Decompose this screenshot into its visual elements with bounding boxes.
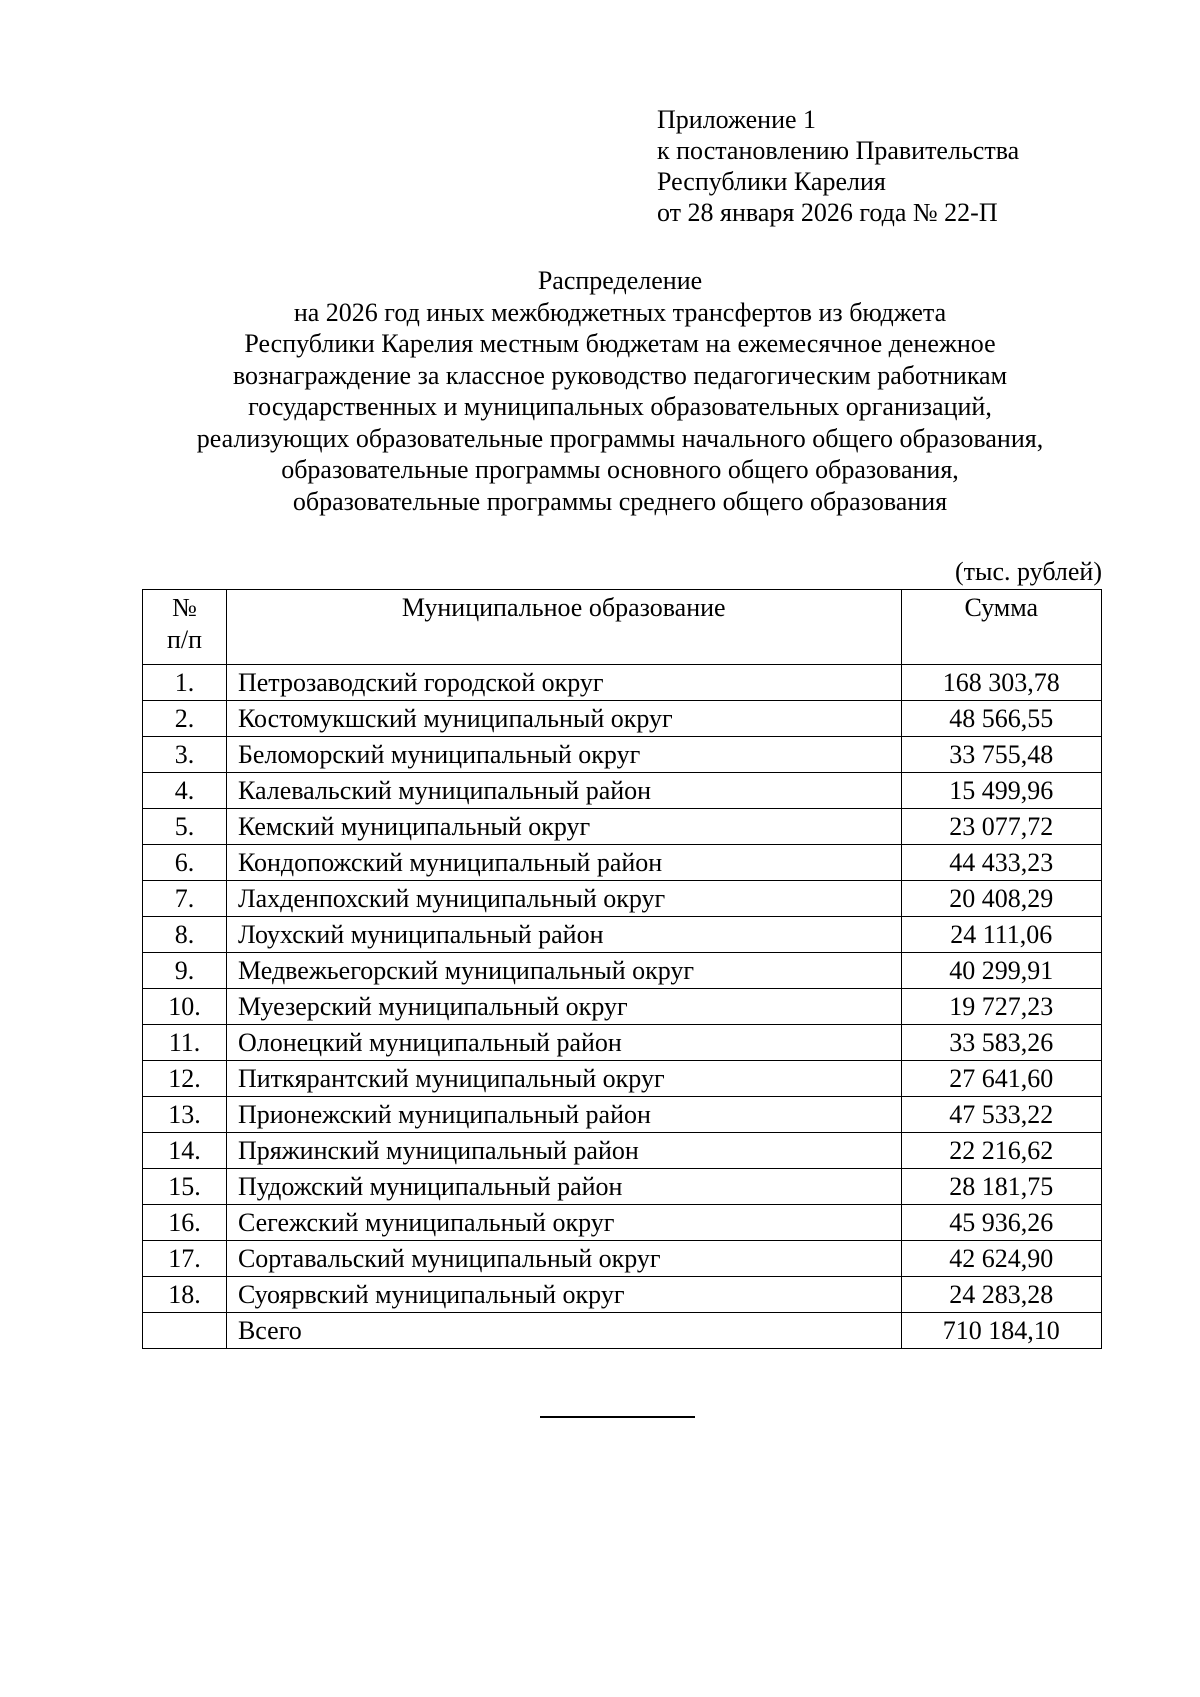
title-line: образовательные программы среднего общего образования (292, 486, 948, 516)
row-sum: 20 408,29 (901, 881, 1101, 917)
row-sum: 33 755,48 (901, 737, 1101, 773)
title-line: вознаграждение за классное руководство педагогическим работникам (232, 360, 1008, 390)
row-sum: 24 283,28 (901, 1277, 1101, 1313)
total-sum: 710 184,10 (901, 1313, 1101, 1349)
row-number: 2. (143, 701, 227, 737)
table-row (143, 1061, 1102, 1097)
row-municipality: Кондопожский муниципальный район (226, 845, 901, 881)
row-number: 9. (143, 953, 227, 989)
row-number: 18. (143, 1277, 227, 1313)
table-row (143, 953, 1102, 989)
row-municipality: Питкярантский муниципальный округ (226, 1061, 901, 1097)
row-municipality: Лоухский муниципальный район (226, 917, 901, 953)
appendix-line: к постановлению Правительства (657, 136, 1020, 165)
row-sum: 22 216,62 (901, 1133, 1101, 1169)
appendix-line: Приложение 1 (657, 105, 817, 134)
row-municipality: Медвежьегорский муниципальный округ (226, 953, 901, 989)
row-number: 4. (143, 773, 227, 809)
row-sum: 19 727,23 (901, 989, 1101, 1025)
end-divider (540, 1416, 695, 1418)
title-line: на 2026 год иных межбюджетных трансфертов из бюджета (293, 297, 947, 327)
table-row (143, 773, 1102, 809)
row-municipality: Лахденпохский муниципальный округ (226, 881, 901, 917)
table-header-row (143, 590, 1102, 665)
row-sum: 48 566,55 (901, 701, 1101, 737)
table-row (143, 701, 1102, 737)
row-sum: 40 299,91 (901, 953, 1101, 989)
row-sum: 47 533,22 (901, 1097, 1101, 1133)
table-row (143, 989, 1102, 1025)
title-line: Республики Карелия местным бюджетам на ежемесячное денежное (244, 329, 996, 358)
header-number (143, 590, 227, 665)
row-number: 15. (143, 1169, 227, 1205)
header-municipality: Муниципальное образование (226, 590, 901, 665)
title-line: образовательные программы основного общего образования, (281, 455, 959, 484)
table-row (143, 1205, 1102, 1241)
row-municipality: Беломорский муниципальный округ (226, 737, 901, 773)
table-row (143, 1025, 1102, 1061)
row-sum: 23 077,72 (901, 809, 1101, 845)
distribution-table (142, 589, 1102, 1349)
row-number: 13. (143, 1097, 227, 1133)
table-total-row (143, 1313, 1102, 1349)
total-number-empty (143, 1313, 227, 1349)
appendix-line: Республики Карелия (657, 167, 886, 196)
row-number: 14. (143, 1133, 227, 1169)
row-number: 12. (143, 1061, 227, 1097)
row-number: 17. (143, 1241, 227, 1277)
row-municipality: Суоярвский муниципальный округ (226, 1277, 901, 1313)
table-row (143, 1277, 1102, 1313)
row-municipality: Пудожский муниципальный район (226, 1169, 901, 1205)
row-number: 11. (143, 1025, 227, 1061)
table-body (143, 665, 1102, 1349)
table-row (143, 845, 1102, 881)
total-label: Всего (226, 1313, 901, 1349)
row-sum: 15 499,96 (901, 773, 1101, 809)
table-row (143, 737, 1102, 773)
appendix-reference (657, 104, 1019, 228)
row-number: 10. (143, 989, 227, 1025)
row-municipality: Сортавальский муниципальный округ (226, 1241, 901, 1277)
row-sum: 28 181,75 (901, 1169, 1101, 1205)
row-municipality: Пряжинский муниципальный район (226, 1133, 901, 1169)
row-sum: 27 641,60 (901, 1061, 1101, 1097)
row-number: 6. (143, 845, 227, 881)
table-row (143, 1169, 1102, 1205)
row-municipality: Костомукшский муниципальный округ (226, 701, 901, 737)
table-row (143, 917, 1102, 953)
table-row (143, 1097, 1102, 1133)
table-row (143, 1241, 1102, 1277)
row-municipality: Калевальский муниципальный район (226, 773, 901, 809)
row-number: 7. (143, 881, 227, 917)
units-note: (тыс. рублей) (954, 557, 1102, 586)
row-sum: 42 624,90 (901, 1241, 1101, 1277)
row-sum: 24 111,06 (901, 917, 1101, 953)
table-row (143, 1133, 1102, 1169)
header-sum: Сумма (901, 590, 1101, 665)
row-sum: 33 583,26 (901, 1025, 1101, 1061)
row-municipality: Прионежский муниципальный район (226, 1097, 901, 1133)
row-number: 16. (143, 1205, 227, 1241)
row-number: 1. (143, 665, 227, 701)
row-municipality: Олонецкий муниципальный район (226, 1025, 901, 1061)
row-number: 8. (143, 917, 227, 953)
document-title (60, 265, 1180, 517)
row-number: 3. (143, 737, 227, 773)
row-municipality: Муезерский муниципальный округ (226, 989, 901, 1025)
header-number-line2: п/п (166, 625, 203, 654)
table-row (143, 665, 1102, 701)
table-row (143, 809, 1102, 845)
appendix-line: от 28 января 2026 года № 22-П (657, 198, 998, 227)
row-sum: 168 303,78 (901, 665, 1101, 701)
row-municipality: Кемский муниципальный округ (226, 809, 901, 845)
title-line: Распределение (537, 266, 703, 295)
header-number-line1: № (172, 593, 197, 622)
row-municipality: Сегежский муниципальный округ (226, 1205, 901, 1241)
row-sum: 44 433,23 (901, 845, 1101, 881)
row-sum: 45 936,26 (901, 1205, 1101, 1241)
title-line: государственных и муниципальных образовательных организаций, (248, 392, 992, 421)
row-municipality: Петрозаводский городской округ (226, 665, 901, 701)
title-line: реализующих образовательные программы начального общего образования, (196, 423, 1044, 453)
row-number: 5. (143, 809, 227, 845)
table-row (143, 881, 1102, 917)
